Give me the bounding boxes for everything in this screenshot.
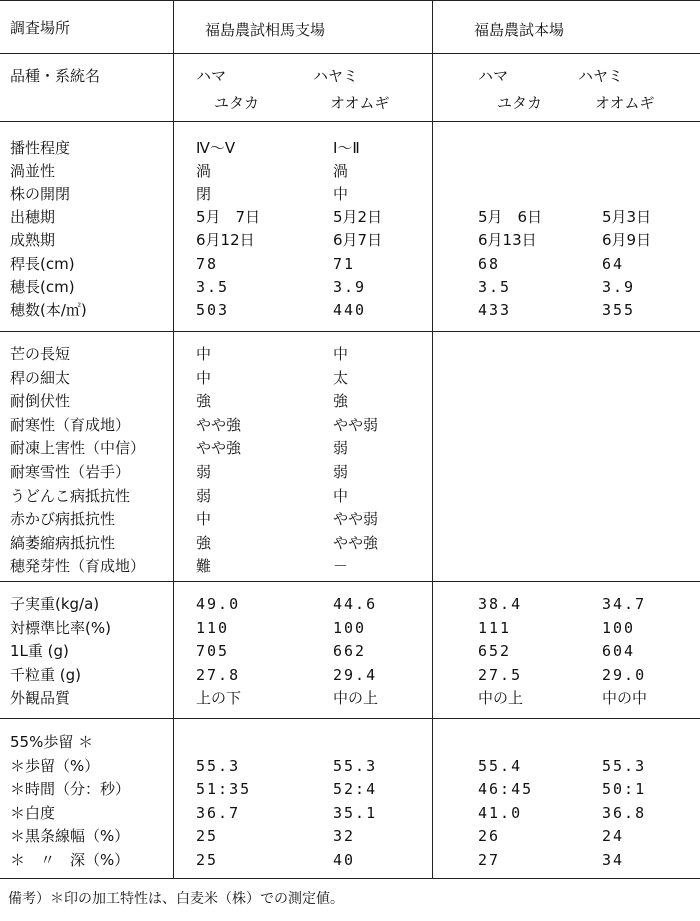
value-cell: 中 xyxy=(333,185,349,204)
value-cell: 29.0 xyxy=(602,665,647,684)
row-label: 耐寒性（育成地） xyxy=(10,415,131,434)
value-cell: 3.5 xyxy=(478,277,512,296)
value-cell: やや弱 xyxy=(333,415,379,434)
row-label: 対標準比率(%) xyxy=(10,618,111,637)
value-cell: やや弱 xyxy=(333,510,379,529)
value-cell: 55.4 xyxy=(478,756,523,775)
var2-name-line1: ハヤミ xyxy=(313,67,359,85)
value-cell: 中 xyxy=(333,345,349,363)
rule-top xyxy=(0,0,700,1)
value-cell: 5月3日 xyxy=(602,208,652,227)
row-label: ＊黒条線幅（%） xyxy=(10,827,130,846)
value-cell: 68 xyxy=(478,254,501,273)
value-cell: 36.8 xyxy=(602,803,647,822)
value-cell: 弱 xyxy=(196,463,212,481)
value-cell: やや強 xyxy=(333,533,379,552)
value-cell: 弱 xyxy=(333,463,349,481)
row-label: 稈の細太 xyxy=(10,368,71,387)
row-label: うどんこ病抵抗性 xyxy=(10,486,131,505)
value-cell: 35.1 xyxy=(333,803,378,822)
value-cell: 太 xyxy=(333,368,349,387)
value-cell: 36.7 xyxy=(196,803,241,822)
row-label: 外観品質 xyxy=(10,689,71,708)
value-cell: 25 xyxy=(196,827,219,846)
rule-section2 xyxy=(0,581,700,582)
value-cell: 55.3 xyxy=(333,756,378,775)
value-cell: 中の上 xyxy=(478,689,524,708)
value-cell: 中の上 xyxy=(333,689,379,708)
value-cell: 110 xyxy=(196,618,230,637)
value-cell: 難 xyxy=(196,557,212,576)
value-cell: 中の中 xyxy=(602,689,648,708)
row-label: 芒の長短 xyxy=(10,345,71,363)
location-label: 調査場所 xyxy=(10,19,71,37)
value-cell: 32 xyxy=(333,827,356,846)
var1-name-line2-site2: ユタカ xyxy=(497,94,543,112)
value-cell: 渦 xyxy=(196,162,212,181)
site2-header: 福島農試本場 xyxy=(474,21,565,39)
value-cell: 49.0 xyxy=(196,595,241,613)
row-label: ＊ 〃 深（%） xyxy=(10,851,130,869)
value-cell: 34 xyxy=(602,851,625,869)
value-cell: － xyxy=(333,557,349,576)
row-label: 耐凍上害性（中信） xyxy=(10,439,146,458)
row-label: ＊時間（分：秒） xyxy=(10,780,131,799)
value-cell: 3.9 xyxy=(333,277,367,296)
value-cell: 24 xyxy=(602,827,625,846)
rule-section3 xyxy=(0,718,700,719)
row-label: 千粒重 (g) xyxy=(10,665,81,684)
row-label: 出穂期 xyxy=(10,208,56,227)
value-cell: 100 xyxy=(333,618,367,637)
value-cell: 34.7 xyxy=(602,595,647,613)
row-label: 成熟期 xyxy=(10,231,56,250)
value-cell: 強 xyxy=(196,392,212,411)
value-cell: やや強 xyxy=(196,415,242,434)
value-cell: 強 xyxy=(333,392,349,411)
value-cell: 上の下 xyxy=(196,689,242,708)
value-cell: 44.6 xyxy=(333,595,378,613)
rule-header xyxy=(0,53,700,54)
row-label: 赤かび病抵抗性 xyxy=(10,510,116,529)
row-label: 1L重 (g) xyxy=(10,642,69,661)
value-cell: 55.3 xyxy=(196,756,241,775)
row-label: ＊白度 xyxy=(10,803,56,822)
value-cell: 40 xyxy=(333,851,356,869)
rule-variety xyxy=(0,121,700,122)
var1-name-line1-site2: ハマ xyxy=(478,67,509,85)
value-cell: 6月13日 xyxy=(478,231,537,250)
var2-name-line2-site2: オオムギ xyxy=(595,94,655,112)
value-cell: 6月7日 xyxy=(333,231,383,250)
value-cell: 652 xyxy=(478,642,512,661)
row-label: 55%歩留 ＊ xyxy=(10,733,94,751)
row-label: 稈長(cm) xyxy=(10,254,75,273)
value-cell: 27.8 xyxy=(196,665,241,684)
value-cell: 閉 xyxy=(196,185,212,204)
rule-col2 xyxy=(432,0,433,878)
value-cell: やや強 xyxy=(196,439,242,458)
value-cell: 26 xyxy=(478,827,501,846)
row-label: 耐倒伏性 xyxy=(10,392,71,411)
value-cell: 51:35 xyxy=(196,780,252,799)
rule-bottom xyxy=(0,878,700,879)
var1-name-line2: ユタカ xyxy=(214,94,260,112)
value-cell: 52:4 xyxy=(333,780,378,799)
value-cell: 71 xyxy=(333,254,356,273)
row-label: 穂発芽性（育成地） xyxy=(10,557,146,576)
value-cell: 705 xyxy=(196,642,230,661)
row-label: 株の開閉 xyxy=(10,185,71,204)
value-cell: 中 xyxy=(196,345,212,363)
row-label: 穂長(cm) xyxy=(10,277,75,296)
value-cell: 503 xyxy=(196,300,230,319)
value-cell: 5月2日 xyxy=(333,208,383,227)
var2-name-line1-site2: ハヤミ xyxy=(578,67,624,85)
value-cell: 50:1 xyxy=(602,780,647,799)
site1-header: 福島農試相馬支場 xyxy=(205,21,326,39)
row-label: 縞萎縮病抵抗性 xyxy=(10,533,116,552)
footnote: 備考）＊印の加工特性は、白麦米（株）での測定値。 xyxy=(8,891,344,907)
value-cell: 渦 xyxy=(333,162,349,181)
value-cell: 38.4 xyxy=(478,595,523,613)
value-cell: 25 xyxy=(196,851,219,869)
variety-label: 品種・系統名 xyxy=(10,67,101,85)
row-label: 子実重(kg/a) xyxy=(10,595,100,613)
row-label: 渦並性 xyxy=(10,162,56,181)
value-cell: 46:45 xyxy=(478,780,534,799)
value-cell: 中 xyxy=(196,510,212,529)
value-cell: 中 xyxy=(196,368,212,387)
value-cell: 604 xyxy=(602,642,636,661)
value-cell: 41.0 xyxy=(478,803,523,822)
value-cell: 433 xyxy=(478,300,512,319)
value-cell: 弱 xyxy=(333,439,349,458)
value-cell: 6月12日 xyxy=(196,231,255,250)
value-cell: 355 xyxy=(602,300,636,319)
value-cell: 弱 xyxy=(196,486,212,505)
value-cell: 440 xyxy=(333,300,367,319)
value-cell: 27.5 xyxy=(478,665,523,684)
value-cell: 6月9日 xyxy=(602,231,652,250)
value-cell: 5月 7日 xyxy=(196,208,261,227)
value-cell: Ⅰ～Ⅱ xyxy=(333,139,360,157)
value-cell: 55.3 xyxy=(602,756,647,775)
value-cell: 64 xyxy=(602,254,625,273)
rule-col1 xyxy=(173,0,174,878)
value-cell: 100 xyxy=(602,618,636,637)
value-cell: 27 xyxy=(478,851,501,869)
row-label: 穂数(本/㎡) xyxy=(10,300,87,319)
row-label: ＊歩留（%） xyxy=(10,756,100,775)
value-cell: 中 xyxy=(333,486,349,505)
value-cell: 3.9 xyxy=(602,277,636,296)
row-label: 播性程度 xyxy=(10,139,71,157)
value-cell: 29.4 xyxy=(333,665,378,684)
value-cell: 662 xyxy=(333,642,367,661)
value-cell: Ⅳ～Ⅴ xyxy=(196,139,236,157)
value-cell: 5月 6日 xyxy=(478,208,543,227)
value-cell: 強 xyxy=(196,533,212,552)
rule-section1 xyxy=(0,331,700,332)
value-cell: 78 xyxy=(196,254,219,273)
var1-name-line1: ハマ xyxy=(196,67,227,85)
value-cell: 3.5 xyxy=(196,277,230,296)
value-cell: 111 xyxy=(478,618,512,637)
row-label: 耐寒雪性（岩手） xyxy=(10,463,131,481)
var2-name-line2: オオムギ xyxy=(330,94,390,112)
